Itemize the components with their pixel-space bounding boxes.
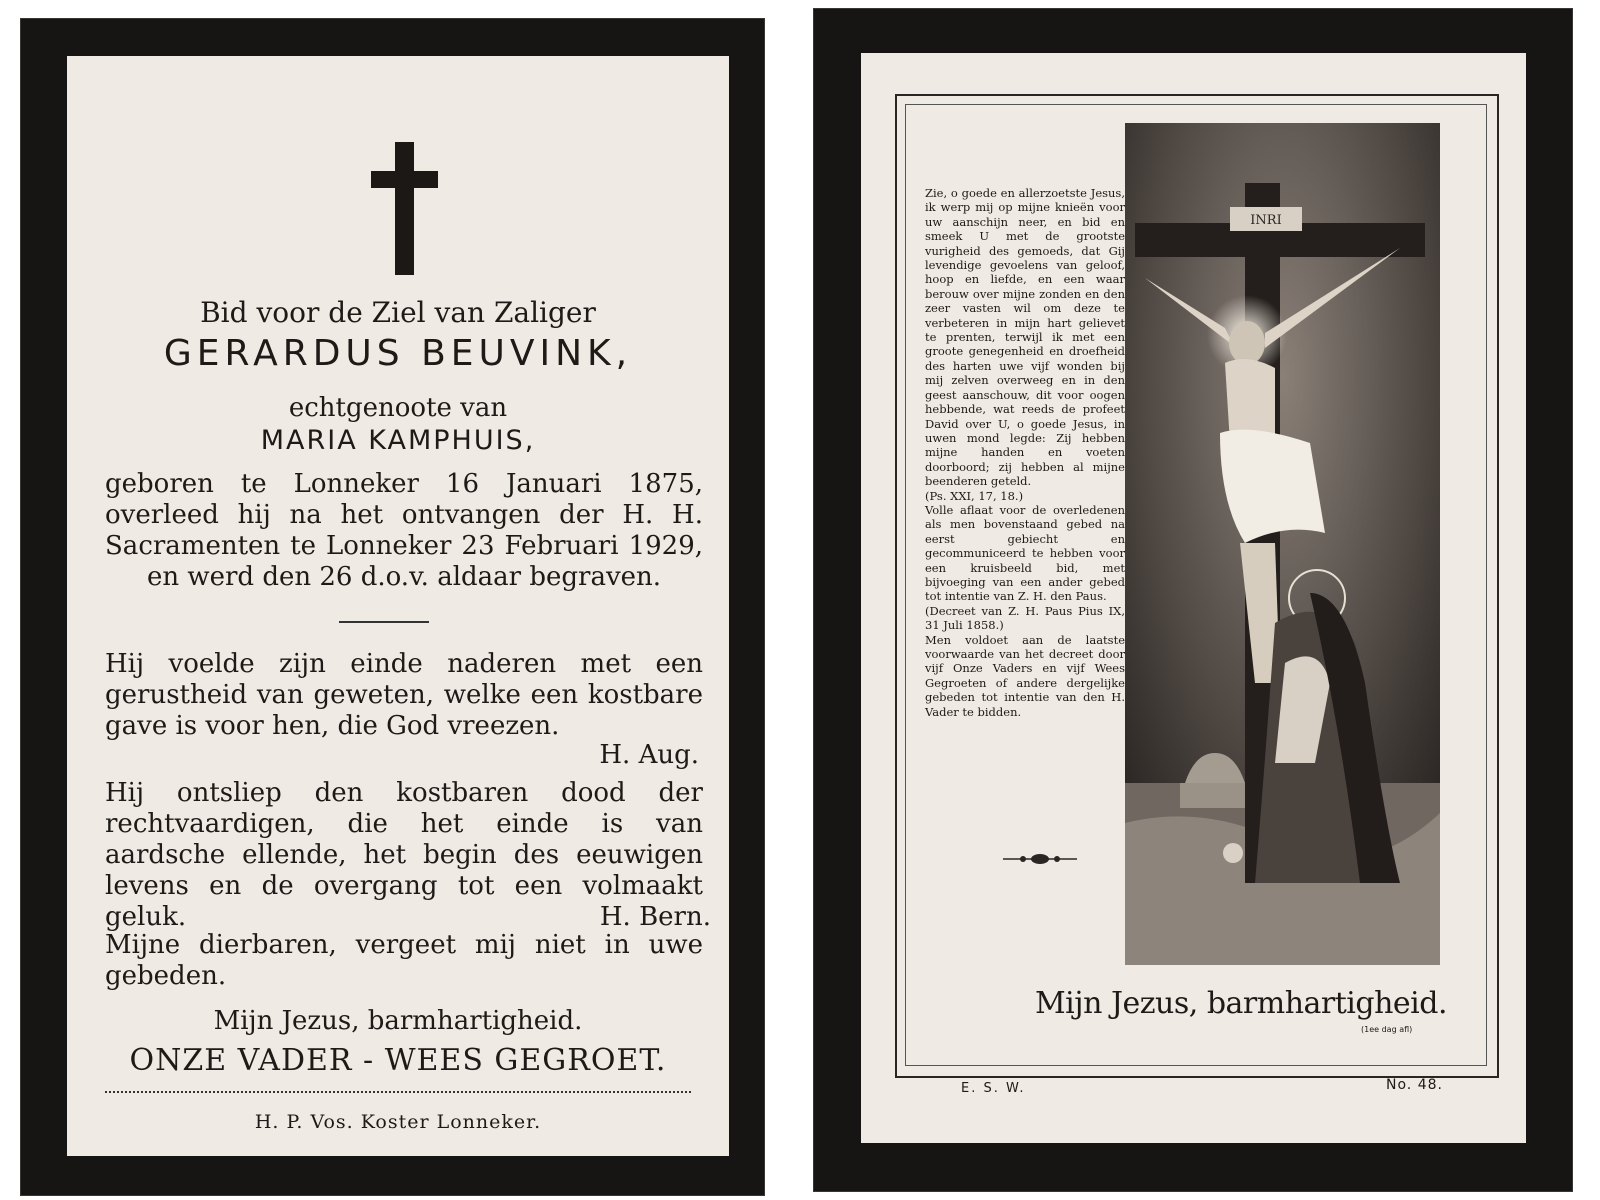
ornament-icon [1001,850,1079,872]
spouse-intro: echtgenoote van [288,393,508,423]
closing-prayers: ONZE VADER - WEES GEGROET. [129,1043,667,1078]
closing-line: Mijn Jezus, barmhartigheid. [213,1006,583,1036]
quote-augustine: Hij voelde zijn einde naderen met een gerustheid van geweten, welke een kostbare gave is voor hen, die God vreezen. [105,649,703,741]
printer-credit: H. P. Vos. Koster Lonneker. [254,1111,542,1133]
crucifixion-image [1125,123,1440,965]
farewell-text: Mijne dierbaren, vergeet mij niet in uwe gebeden. [105,930,703,991]
memorial-card-front [20,18,765,1196]
quote-bernard-text: Hij ontsliep den kostbaren dood der rechtvaardigen, die het einde is van aardsche ellende, het begin des eeuwigen levens en de overgang tot een volmaakt geluk. [105,778,703,932]
card-front-paper [67,56,729,1156]
divider [339,621,429,623]
prayer-text: Zie, o goede en allerzoetste Jesus, ik werp mij op mijne knieën voor uw aanschijn neer, en bid en smeek U met de grootste vurigheid des gemoeds, dat Gij levendige gevoelens van geloof, hoop en liefde, en een waar berouw over mijne zonden en den zeer vasten wil om deze te verbeteren in mijn hart gelievet te prenten, terwijl ik met een groote genegenheid en droefheid des harten uwe vijf wonden bij mij zelven overweeg en in den geest aanschouw, dit voor oogen hebbende, wat reeds de profeet David over U, o goede Jesus, in uwen mond legde: Zij hebben mijne handen en voeten doorboord; zij hebben al mijne beenderen geteld. (Ps. XXI, 17, 18.) Volle aflaat voor de overledenen als men bovenstaand gebed na eerst gebiecht en gecommuniceerd te hebben voor een kruisbeeld bid, met bijvoeging van een ander gebed tot intentie van Z. H. den Paus. (Decreet van Z. H. Paus Pius IX, 31 Juli 1858.) Men voldoet aan de laatste voorwaarde van het decreet door vijf Onze Vaders en vijf Wees Gegroeten of andere dergelijke gebeden tot intentie van den H. Vader te bidden. [925,186,1125,719]
card-back-paper [861,53,1526,1143]
dotted-divider [105,1091,691,1093]
title-note: (1ee dag afl) [1361,1025,1413,1034]
memorial-card-back [813,8,1573,1192]
spouse-name: MARIA KAMPHUIS, [260,425,536,456]
publisher-mark: E. S. W. [961,1081,1026,1096]
prayer-intro: Bid voor de Ziel van Zaliger [200,296,596,329]
card-title: Mijn Jezus, barmhartigheid. [1034,986,1448,1021]
biography: geboren te Lonneker 16 Januari 1875, overleed hij na het ontvangen der H. H. Sacramenten te Lonneker 23 Februari 1929, en werd den 26 d.o.v. aldaar begraven. [105,469,703,592]
quote-bernard [105,778,711,933]
deceased-name: GERARDUS BEUVINK, [163,333,633,374]
quote-augustine-source: H. Aug. [599,740,699,770]
cross-sign: INRI [1250,213,1282,228]
quote-bernard-source: H. Bern. [599,902,711,932]
card-number: No. 48. [1386,1077,1443,1093]
